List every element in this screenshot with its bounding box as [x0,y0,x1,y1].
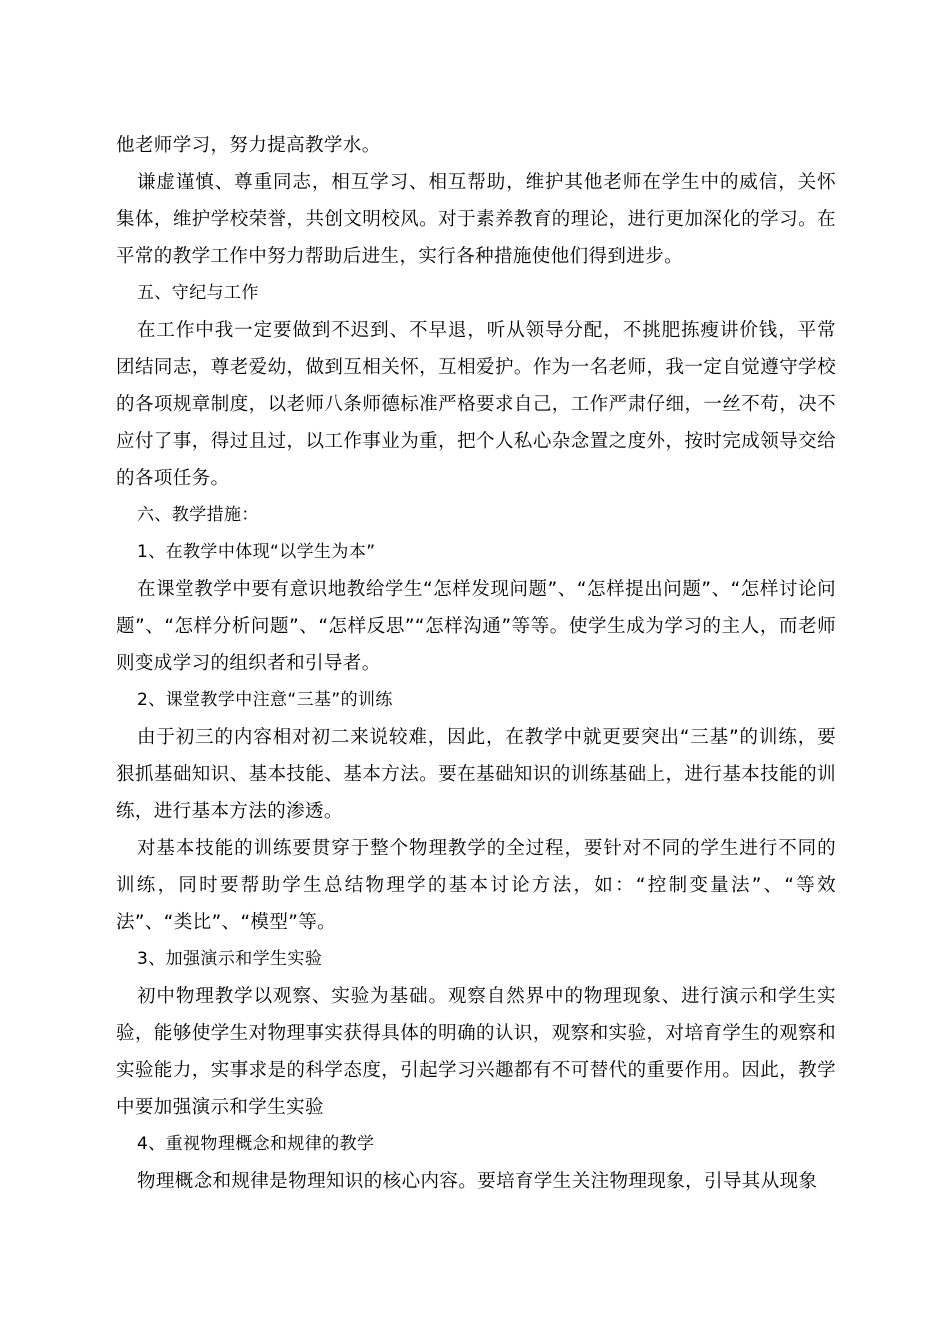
subheading-student-centered: 1、在教学中体现“以学生为本” [137,542,376,562]
paragraph-discipline: 在工作中我一定要做到不迟到、不早退，听从领导分配，不挑肥拣瘦讲价钱，平常团结同志，尊老爱幼，做到互相关怀，互相爱护。作为一名老师，我一定自觉遵守学校的各项规章制度，以老师八条师德标准严格要求自己，工作严肃仔细，一丝不苟，决不应付了事，得过且过，以工作事业为重，把个人私心杂念置之度外，按时完成领导交给的各项任务。 [116,320,836,489]
document-body [116,127,836,1200]
subheading-concepts: 4、重视物理概念和规律的教学 [137,1134,375,1154]
subheading-three-basics: 2、课堂教学中注意“三基”的训练 [137,690,393,710]
paragraph-three-basics: 由于初三的内容相对初二来说较难，因此，在教学中就更要突出“三基”的训练，要狠抓基础知识、基本技能、基本方法。要在基础知识的训练基础上，进行基本技能的训练，进行基本方法的渗透。 [116,727,836,822]
paragraph-concepts: 物理概念和规律是物理知识的核心内容。要培育学生关注物理现象，引导其从现象 [137,1171,818,1192]
subheading-experiments: 3、加强演示和学生实验 [137,949,323,969]
paragraph-basic-skills: 对基本技能的训练要贯穿于整个物理教学的全过程，要针对不同的学生进行不同的训练，同时要帮助学生总结物理学的基本讨论方法，如：“控制变量法”、“等效法”、“类比”、“模型”等。 [116,838,836,933]
paragraph-student-centered: 在课堂教学中要有意识地教给学生“怎样发现问题”、“怎样提出问题”、“怎样讨论问题”、“怎样分析问题”、“怎样反思”“怎样沟通”等等。使学生成为学习的主人，而老师则变成学习的组织者和引导者。 [116,579,836,674]
paragraph-experiments: 初中物理教学以观察、实验为基础。观察自然界中的物理现象、进行演示和学生实验，能够使学生对物理事实获得具体的明确的认识，观察和实验，对培育学生的观察和实验能力，实事求是的科学态度，引起学习兴趣都有不可替代的重要作用。因此，教学中要加强演示和学生实验 [116,986,836,1118]
paragraph-humility: 谦虚谨慎、尊重同志，相互学习、相互帮助，维护其他老师在学生中的威信，关怀集体，维护学校荣誉，共创文明校风。对于素养教育的理论，进行更加深化的学习。在平常的教学工作中努力帮助后进生，实行各种措施使他们得到进步。 [116,172,836,267]
section-heading-measures: 六、教学措施： [137,505,259,525]
paragraph-continued: 他老师学习，努力提高教学水。 [116,135,381,156]
section-heading-discipline: 五、守纪与工作 [137,283,259,303]
